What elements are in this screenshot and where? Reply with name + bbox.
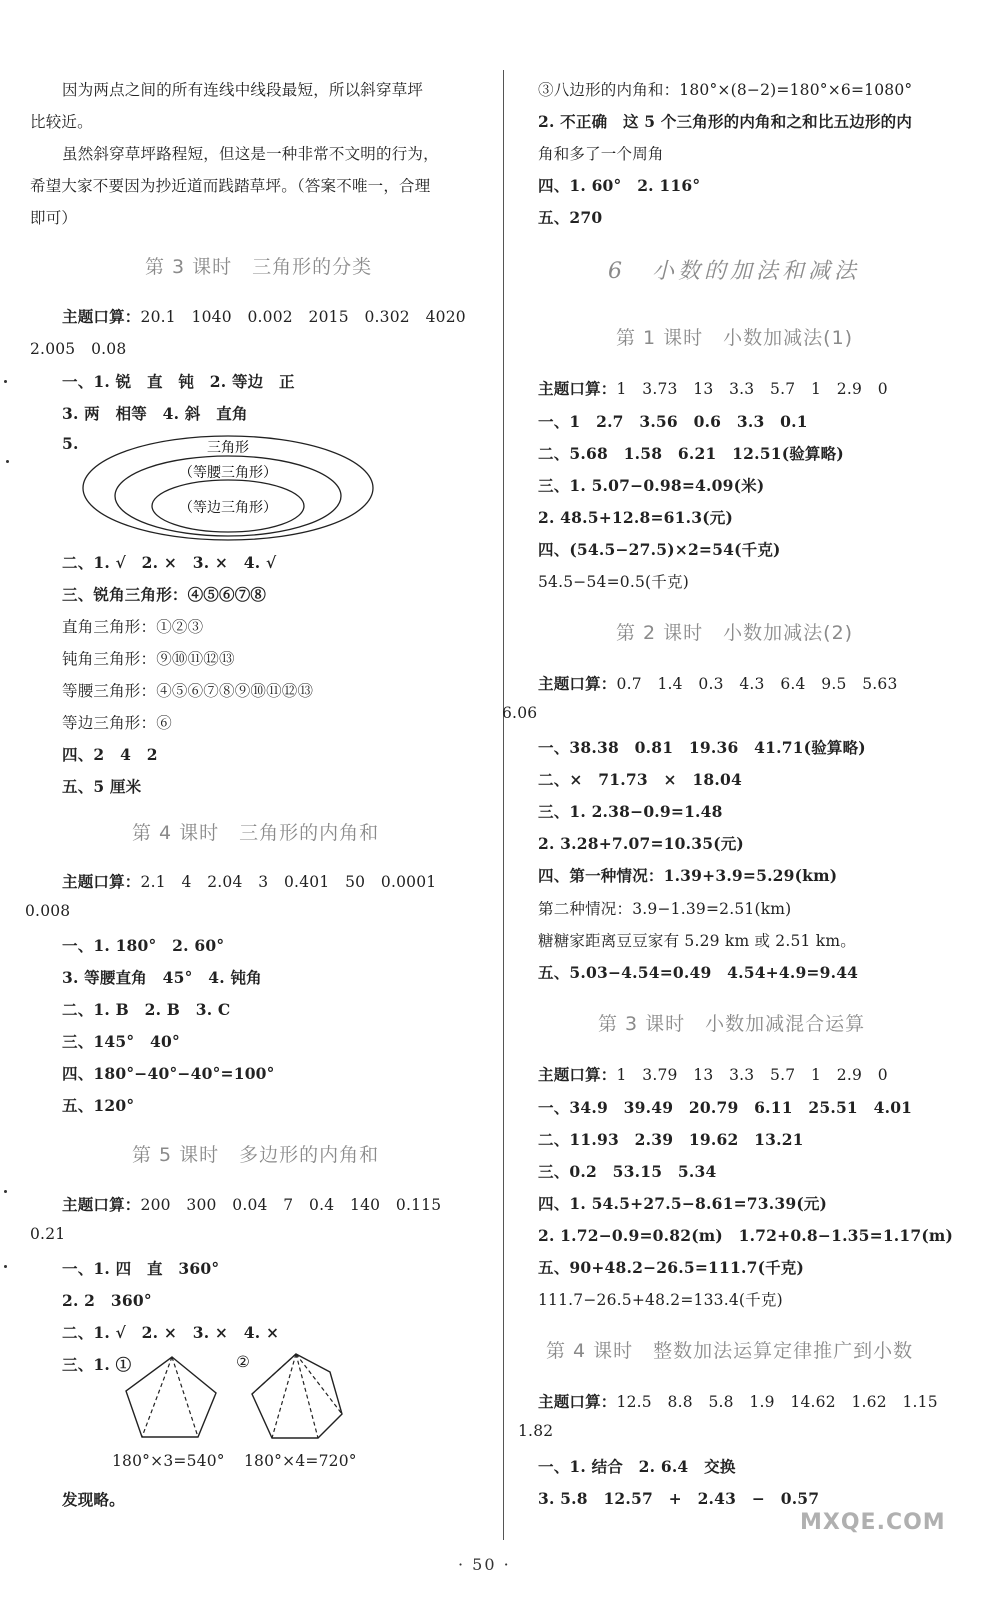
oral-calc — [538, 1063, 888, 1085]
answer-line: 3. 5.8 12.57 + 2.43 − 0.57 — [538, 1489, 820, 1508]
page-number: · 50 · — [458, 1555, 511, 1574]
venn-diagram — [78, 432, 378, 544]
answer-line: 一、1. 四 直 360° — [62, 1259, 220, 1278]
answer-line: 三、1. 2.38−0.9=1.48 — [538, 802, 723, 821]
answer-line: 四、1. 60° 2. 116° — [538, 176, 701, 195]
diagonal-line — [142, 1357, 172, 1437]
answer-line: 五、270 — [538, 208, 603, 227]
answer-line: 第二种情况：3.9−1.39=2.51(km) — [538, 900, 792, 918]
oral-calc-values: 1 3.79 13 3.3 5.7 1 2.9 0 — [616, 1066, 888, 1084]
answer-line: 二、1. B 2. B 3. C — [62, 1000, 231, 1019]
answer-line: 2. 3.28+7.07=10.35(元) — [538, 834, 744, 853]
answer-line: 五、120° — [62, 1096, 135, 1115]
oral-calc-values: 0.7 1.4 0.3 4.3 6.4 9.5 5.63 — [616, 675, 898, 693]
oral-calc — [538, 1390, 938, 1412]
answer-line: 111.7−26.5+48.2=133.4(千克) — [538, 1291, 783, 1309]
answer-line: 五、5.03−4.54=0.49 4.54+4.9=9.44 — [538, 963, 859, 982]
margin-dot — [4, 1190, 7, 1193]
hexagon-figure — [250, 1352, 350, 1442]
answer-line: 三、1. ① — [62, 1355, 132, 1374]
diagonal-line — [252, 1354, 296, 1394]
answer-line: 三、1. 5.07−0.98=4.09(米) — [538, 476, 765, 495]
oral-calc — [62, 305, 466, 327]
chapter-title: 6 小数的加法和减法 — [608, 259, 860, 284]
answer-line: 二、× 71.73 × 18.04 — [538, 770, 742, 789]
answer-line: 5. — [62, 434, 79, 453]
answer-line: 四、180°−40°−40°=100° — [62, 1064, 275, 1083]
pentagon-figure — [120, 1355, 220, 1441]
answer-line: 四、1. 54.5+27.5−8.61=73.39(元) — [538, 1194, 828, 1213]
answer-line: 3. 等腰直角 45° 4. 钝角 — [62, 968, 262, 987]
answer-line: 54.5−54=0.5(千克) — [538, 573, 689, 591]
answer-line: 四、2 4 2 — [62, 745, 158, 764]
answer-line: 直角三角形：①②③ — [62, 618, 204, 636]
answer-line: 钝角三角形：⑨⑩⑪⑫⑬ — [62, 650, 235, 668]
figure-caption: 180°×4=720° — [244, 1452, 357, 1470]
oral-calc-cont: 0.008 — [25, 902, 71, 920]
oral-calc-label: 主题口算： — [538, 674, 617, 693]
answer-line: 二、11.93 2.39 19.62 13.21 — [538, 1130, 804, 1149]
venn-middle-label: （等腰三角形） — [179, 465, 277, 481]
answer-line: 2. 48.5+12.8=61.3(元) — [538, 508, 733, 527]
answer-line: 一、1. 锐 直 钝 2. 等边 正 — [62, 372, 295, 391]
venn-outer-label: 三角形 — [207, 440, 249, 456]
margin-dot — [4, 380, 7, 383]
oral-calc-label: 主题口算： — [62, 307, 141, 326]
lesson-4-title: 第 4 课时 整数加法运算定律推广到小数 — [546, 1340, 914, 1362]
oral-calc-values: 1 3.73 13 3.3 5.7 1 2.9 0 — [616, 380, 888, 398]
oral-calc — [62, 1193, 441, 1215]
oral-calc-values: 20.1 1040 0.002 2015 0.302 4020 — [140, 308, 466, 326]
lesson-2-title: 第 2 课时 小数加减法(2) — [616, 622, 854, 644]
answer-line: 五、90+48.2−26.5=111.7(千克) — [538, 1258, 805, 1277]
answer-line: 二、5.68 1.58 6.21 12.51(验算略) — [538, 444, 844, 463]
answer-line: 一、38.38 0.81 19.36 41.71(验算略) — [538, 738, 866, 757]
answer-line: 2. 不正确 这 5 个三角形的内角和之和比五边形的内 — [538, 112, 913, 131]
answer-line: 角和多了一个周角 — [538, 145, 664, 163]
answer-line: 一、34.9 39.49 20.79 6.11 25.51 4.01 — [538, 1098, 913, 1117]
answer-line: 四、(54.5−27.5)×2=54(千克) — [538, 540, 781, 559]
column-divider — [503, 70, 504, 1540]
pentagon-outline — [126, 1357, 216, 1437]
diagonal-line — [172, 1357, 198, 1437]
oral-calc — [538, 377, 888, 399]
diagonal-line — [272, 1354, 296, 1438]
oral-calc-label: 主题口算： — [538, 1065, 617, 1084]
figure-caption: 180°×3=540° — [112, 1452, 225, 1470]
lesson-3-title: 第 3 课时 三角形的分类 — [145, 256, 373, 278]
answer-line: 二、1. √ 2. × 3. × 4. × — [62, 1323, 280, 1342]
answer-line: 2. 2 360° — [62, 1291, 152, 1310]
margin-dot — [4, 1265, 7, 1268]
answer-line: 二、1. √ 2. × 3. × 4. √ — [62, 553, 277, 572]
oral-calc — [538, 672, 898, 694]
oral-calc-cont: 1.82 — [518, 1422, 554, 1440]
answer-line: 五、5 厘米 — [62, 777, 142, 796]
oral-calc-cont: 2.005 0.08 — [30, 340, 127, 358]
watermark-logo: MXQE.COM — [800, 1510, 946, 1535]
intro-line: 希望大家不要因为抄近道而践踏草坪。（答案不唯一，合理 — [30, 177, 431, 195]
oral-calc-label: 主题口算： — [62, 872, 141, 891]
answer-line: 2. 1.72−0.9=0.82(m) 1.72+0.8−1.35=1.17(m) — [538, 1226, 954, 1245]
lesson-5-title: 第 5 课时 多边形的内角和 — [132, 1144, 380, 1166]
hexagon-outline — [252, 1354, 342, 1438]
oral-calc-label: 主题口算： — [538, 1392, 617, 1411]
answer-line: 发现略。 — [62, 1490, 125, 1509]
intro-line: 比较近。 — [30, 113, 93, 131]
answer-line: 三、145° 40° — [62, 1032, 180, 1051]
lesson-4-title: 第 4 课时 三角形的内角和 — [132, 822, 380, 844]
oral-calc-label: 主题口算： — [62, 1195, 141, 1214]
answer-line: 3. 两 相等 4. 斜 直角 — [62, 404, 248, 423]
margin-dot — [6, 460, 9, 463]
oral-calc-cont: 0.21 — [30, 1225, 66, 1243]
lesson-1-title: 第 1 课时 小数加减法(1) — [616, 327, 854, 349]
answer-line: 三、锐角三角形：④⑤⑥⑦⑧ — [62, 585, 267, 604]
answer-line: 一、1 2.7 3.56 0.6 3.3 0.1 — [538, 412, 808, 431]
oral-calc-cont: 6.06 — [502, 704, 538, 722]
oral-calc-values: 200 300 0.04 7 0.4 140 0.115 — [140, 1196, 442, 1214]
oral-calc-values: 2.1 4 2.04 3 0.401 50 0.0001 — [140, 873, 437, 891]
answer-line: 一、1. 180° 2. 60° — [62, 936, 225, 955]
venn-inner-label: （等边三角形） — [179, 500, 277, 516]
answer-line: 一、1. 结合 2. 6.4 交换 — [538, 1457, 736, 1476]
figure-2-label: ② — [236, 1353, 251, 1371]
answer-line: 糖糖家距离豆豆家有 5.29 km 或 2.51 km。 — [538, 932, 856, 950]
answer-line: 四、第一种情况：1.39+3.9=5.29(km) — [538, 866, 838, 885]
answer-line: 等腰三角形：④⑤⑥⑦⑧⑨⑩⑪⑫⑬ — [62, 682, 314, 700]
oral-calc-values: 12.5 8.8 5.8 1.9 14.62 1.62 1.15 — [616, 1393, 938, 1411]
intro-line: 即可） — [30, 209, 78, 227]
answer-line: 等边三角形：⑥ — [62, 714, 172, 732]
answer-line: 三、0.2 53.15 5.34 — [538, 1162, 717, 1181]
diagonal-line — [296, 1354, 318, 1438]
intro-line: 虽然斜穿草坪路程短，但这是一种非常不文明的行为， — [62, 145, 439, 163]
oral-calc-label: 主题口算： — [538, 379, 617, 398]
lesson-3-title: 第 3 课时 小数加减混合运算 — [598, 1013, 866, 1035]
answer-line: ③八边形的内角和：180°×(8−2)=180°×6=1080° — [538, 81, 913, 99]
diagonal-line — [296, 1354, 342, 1414]
oral-calc — [62, 870, 436, 892]
intro-line: 因为两点之间的所有连线中线段最短，所以斜穿草坪 — [62, 81, 424, 99]
